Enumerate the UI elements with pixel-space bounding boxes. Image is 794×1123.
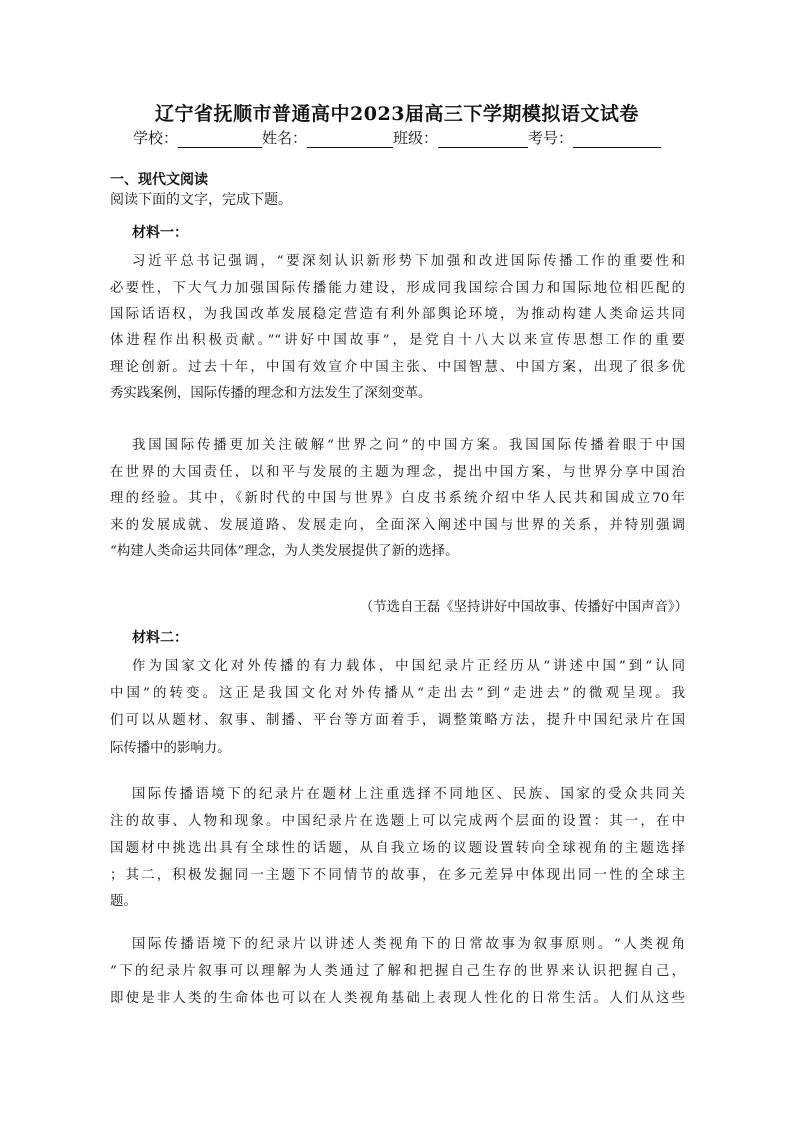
- text-line: 际传播中的影响力。: [110, 741, 231, 756]
- text-line: 习近平总书记强调，“要深刻认识新形势下加强和改进国际传播工作的重要性和: [132, 254, 685, 269]
- text-line: 理的经验。其中，《新时代的中国与世界》白皮书系统介绍中华人民共和国成立70年: [110, 491, 685, 506]
- text-line: 在世界的大国责任，以和平与发展的主题为理念，提出中国方案，与世界分享中国治: [110, 465, 685, 480]
- instruction: 阅读下面的文字，完成下题。: [110, 192, 292, 208]
- text-line: 理论创新。过去十年，中国有效宣介中国主张、中国智慧、中国方案，出现了很多优: [110, 360, 685, 375]
- text-line: 国际传播语境下的纪录片以讲述人类视角下的日常故事为叙事原则。“人类视角: [132, 937, 685, 952]
- name-label: 姓名：: [261, 129, 307, 147]
- text-line: 国际传播语境下的纪录片在题材上注重选择不同地区、民族、国家的受众共同关: [132, 787, 685, 802]
- section-heading: 一、现代文阅读: [110, 172, 208, 188]
- name-blank: [307, 131, 393, 148]
- exam-title: 辽宁省抚顺市普通高中2023届高三下学期模拟语文试卷: [155, 103, 639, 125]
- text-line: 国际话语权，为我国改革发展稳定营造有利外部舆论环境，为推动构建人类命运共同: [110, 307, 685, 322]
- text-line: 来的发展成就、发展道路、发展走向，全面深入阐述中国与世界的关系，并特别强调: [110, 518, 685, 533]
- material2-label: 材料二：: [132, 630, 188, 646]
- text-line: ；其二，积极发掘同一主题下不同情节的故事，在多元差异中体现出同一性的全球主: [110, 868, 685, 883]
- number-label: 考号：: [528, 129, 574, 147]
- text-line: 中国”的转变。这正是我国文化对外传播从“走出去”到“走进去”的微观呈现。我: [110, 686, 685, 701]
- text-line: 国题材中挑选出具有全球性的话题，从自我立场的议题设置转向全球视角的主题选择: [110, 841, 685, 856]
- source-citation: （节选自王磊《坚持讲好中国故事、传播好中国声音》）: [359, 600, 688, 615]
- text-line: “构建人类命运共同体”理念，为人类发展提供了新的选择。: [110, 544, 459, 559]
- number-blank: [573, 131, 661, 148]
- text-line: 我国国际传播更加关注破解“世界之问”的中国方案。我国国际传播着眼于中国: [132, 438, 685, 453]
- text-line: 体进程作出积极贡献。”“讲好中国故事”，是党自十八大以来宣传思想工作的重要: [110, 333, 685, 348]
- text-line: 题。: [110, 894, 137, 909]
- school-blank: [178, 131, 262, 148]
- text-line: 必要性，下大气力加强国际传播能力建设，形成同我国综合国力和国际地位相匹配的: [110, 281, 685, 296]
- text-line: 秀实践案例，国际传播的理念和方法发生了深刻变革。: [110, 386, 432, 401]
- text-line: 注的故事、人物和现象。中国纪录片在选题上可以完成两个层面的设置：其一，在中: [110, 814, 685, 829]
- class-label: 班级：: [393, 129, 439, 147]
- material1-label: 材料一：: [132, 225, 188, 241]
- class-blank: [438, 131, 528, 148]
- text-line: 即使是非人类的生命体也可以在人类视角基础上表现人性化的日常生活。人们从这些: [110, 991, 685, 1006]
- school-label: 学校：: [132, 129, 178, 147]
- text-line: 作为国家文化对外传播的有力载体，中国纪录片正经历从“讲述中国”到“认同: [132, 659, 685, 674]
- text-line: ”下的纪录片叙事可以理解为人类通过了解和把握自己生存的世界来认识把握自己，: [110, 964, 685, 979]
- student-info-row: [0, 127, 794, 148]
- text-line: 们可以从题材、叙事、制播、平台等方面着手，调整策略方法，提升中国纪录片在国: [110, 713, 685, 728]
